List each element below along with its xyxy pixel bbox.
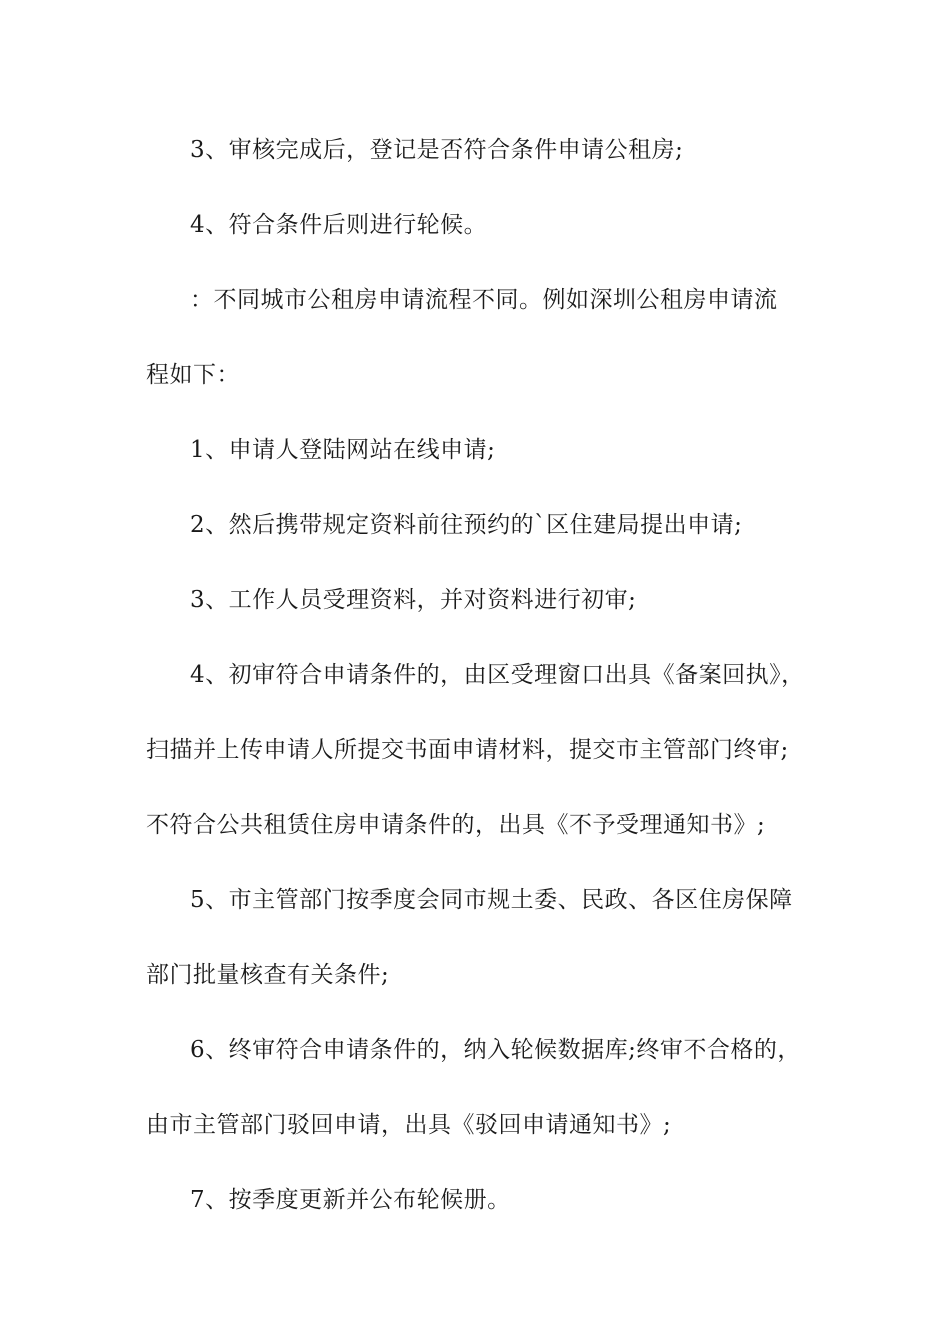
paragraph-sz-step-1: 1、申请人登陆网站在线申请; xyxy=(190,437,496,463)
paragraph-sz-step-2: 2、然后携带规定资料前往预约的`区住建局提出申请; xyxy=(190,512,743,538)
paragraph-sz-step-3: 3、工作人员受理资料，并对资料进行初审; xyxy=(190,587,637,613)
paragraph-sz-step-4: 4、初审符合申请条件的，由区受理窗口出具《备案回执》， xyxy=(190,662,805,688)
paragraph-sz-step-6-cont: 由市主管部门驳回申请，出具《驳回申请通知书》; xyxy=(146,1112,672,1138)
paragraph-shenzhen-intro-cont: 程如下： xyxy=(146,362,240,388)
paragraph-sz-step-4-cont-2: 不符合公共租赁住房申请条件的，出具《不予受理通知书》; xyxy=(146,812,766,838)
paragraph-sz-step-5: 5、市主管部门按季度会同市规土委、民政、各区住房保障 xyxy=(190,887,793,913)
paragraph-sz-step-7: 7、按季度更新并公布轮候册。 xyxy=(190,1187,511,1213)
paragraph-sz-step-5-cont: 部门批量核查有关条件; xyxy=(146,962,390,988)
paragraph-sz-step-4-cont-1: 扫描并上传申请人所提交书面申请材料，提交市主管部门终审; xyxy=(146,737,789,763)
paragraph-step-4-queue: 4、符合条件后则进行轮候。 xyxy=(190,212,488,238)
paragraph-sz-step-6: 6、终审符合申请条件的，纳入轮候数据库;终审不合格的， xyxy=(190,1037,801,1063)
paragraph-step-3-check-complete: 3、审核完成后，登记是否符合条件申请公租房; xyxy=(190,137,684,163)
paragraph-shenzhen-intro: ：不同城市公租房申请流程不同。例如深圳公租房申请流 xyxy=(190,287,778,313)
